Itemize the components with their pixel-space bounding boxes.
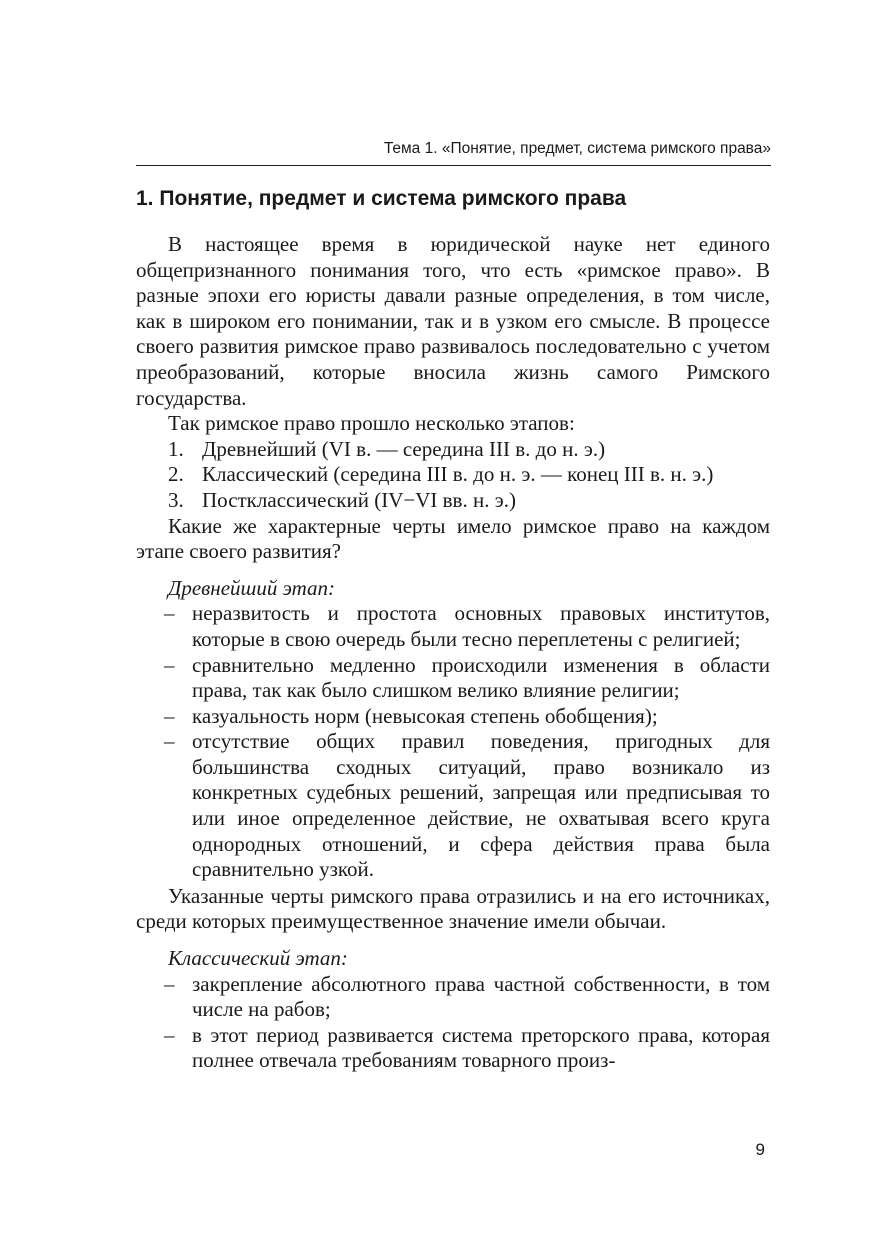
dash-bullet: – — [164, 1022, 175, 1047]
list-item — [136, 653, 770, 704]
section-title: 1. Понятие, предмет и система римского права — [136, 187, 627, 210]
list-item — [136, 704, 770, 730]
list-item — [136, 601, 770, 652]
classical-stage-heading: Классический этап: — [168, 946, 348, 971]
list-item — [136, 1023, 770, 1074]
running-head: Тема 1. «Понятие, предмет, система римского права» — [136, 138, 771, 166]
list-item-text: отсутствие общих правил поведения, пригодных для большинства сходных ситуаций, право возникало из конкретных судебных решений, запрещая или предписывая то или иное определенное действие, не охватывая всего круга однородных отношений, и сфера действия права была сравнительно узкой. — [192, 729, 770, 882]
stage-number: 1. — [168, 436, 184, 461]
dash-bullet: – — [164, 652, 175, 677]
ancient-stage-list — [136, 601, 770, 883]
dash-bullet: – — [164, 971, 175, 996]
main-text — [136, 232, 770, 1074]
page-number: 9 — [755, 1140, 765, 1159]
stages-list — [136, 437, 770, 514]
list-item — [136, 729, 770, 883]
stage-text: Классический (середина III в. до н. э. — конец III в. н. э.) — [202, 462, 714, 487]
list-item-text: в этот период развивается система преторского права, которая полнее отвечала требованиям товарного произ- — [192, 1022, 770, 1073]
dash-bullet: – — [164, 703, 175, 728]
stages-intro: Так римское право прошло несколько этапов: — [168, 411, 575, 436]
question-paragraph: Какие же характерные черты имело римское право на каждом этапе своего развития? — [136, 513, 770, 564]
stage-number: 2. — [168, 462, 184, 487]
sources-paragraph: Указанные черты римского права отразились и на его источниках, среди которых преимущественное значение имели обычаи. — [136, 883, 770, 934]
list-item-text: сравнительно медленно происходили изменения в области права, так как было слишком велико влияние религии; — [192, 652, 770, 703]
stage-item — [136, 462, 770, 488]
intro-paragraph: В настоящее время в юридической науке нет единого общепризнанного понимания того, что есть «римское право». В разные эпохи его юристы давали разные определения, в том числе, как в широком его понимании, так и в узком его смысле. В процессе своего развития римское право развивалось последовательно с учетом преобразований, которые вносила жизнь самого Римского государства. — [136, 232, 770, 410]
dash-bullet: – — [164, 601, 175, 626]
stage-text: Древнейший (VI в. — середина III в. до н. э.) — [202, 436, 606, 461]
dash-bullet: – — [164, 729, 175, 754]
list-item-text: казуальность норм (невысокая степень обобщения); — [192, 703, 658, 728]
classical-stage-list — [136, 972, 770, 1074]
stage-item — [136, 437, 770, 463]
ancient-stage-heading: Древнейший этап: — [168, 575, 336, 600]
stage-item — [136, 488, 770, 514]
list-item — [136, 972, 770, 1023]
list-item-text: неразвитость и простота основных правовых институтов, которые в свою очередь были тесно переплетены с религией; — [192, 601, 770, 651]
stage-text: Постклассический (IV−VI вв. н. э.) — [202, 487, 516, 512]
stage-number: 3. — [168, 487, 184, 512]
list-item-text: закрепление абсолютного права частной собственности, в том числе на рабов; — [192, 971, 770, 1022]
